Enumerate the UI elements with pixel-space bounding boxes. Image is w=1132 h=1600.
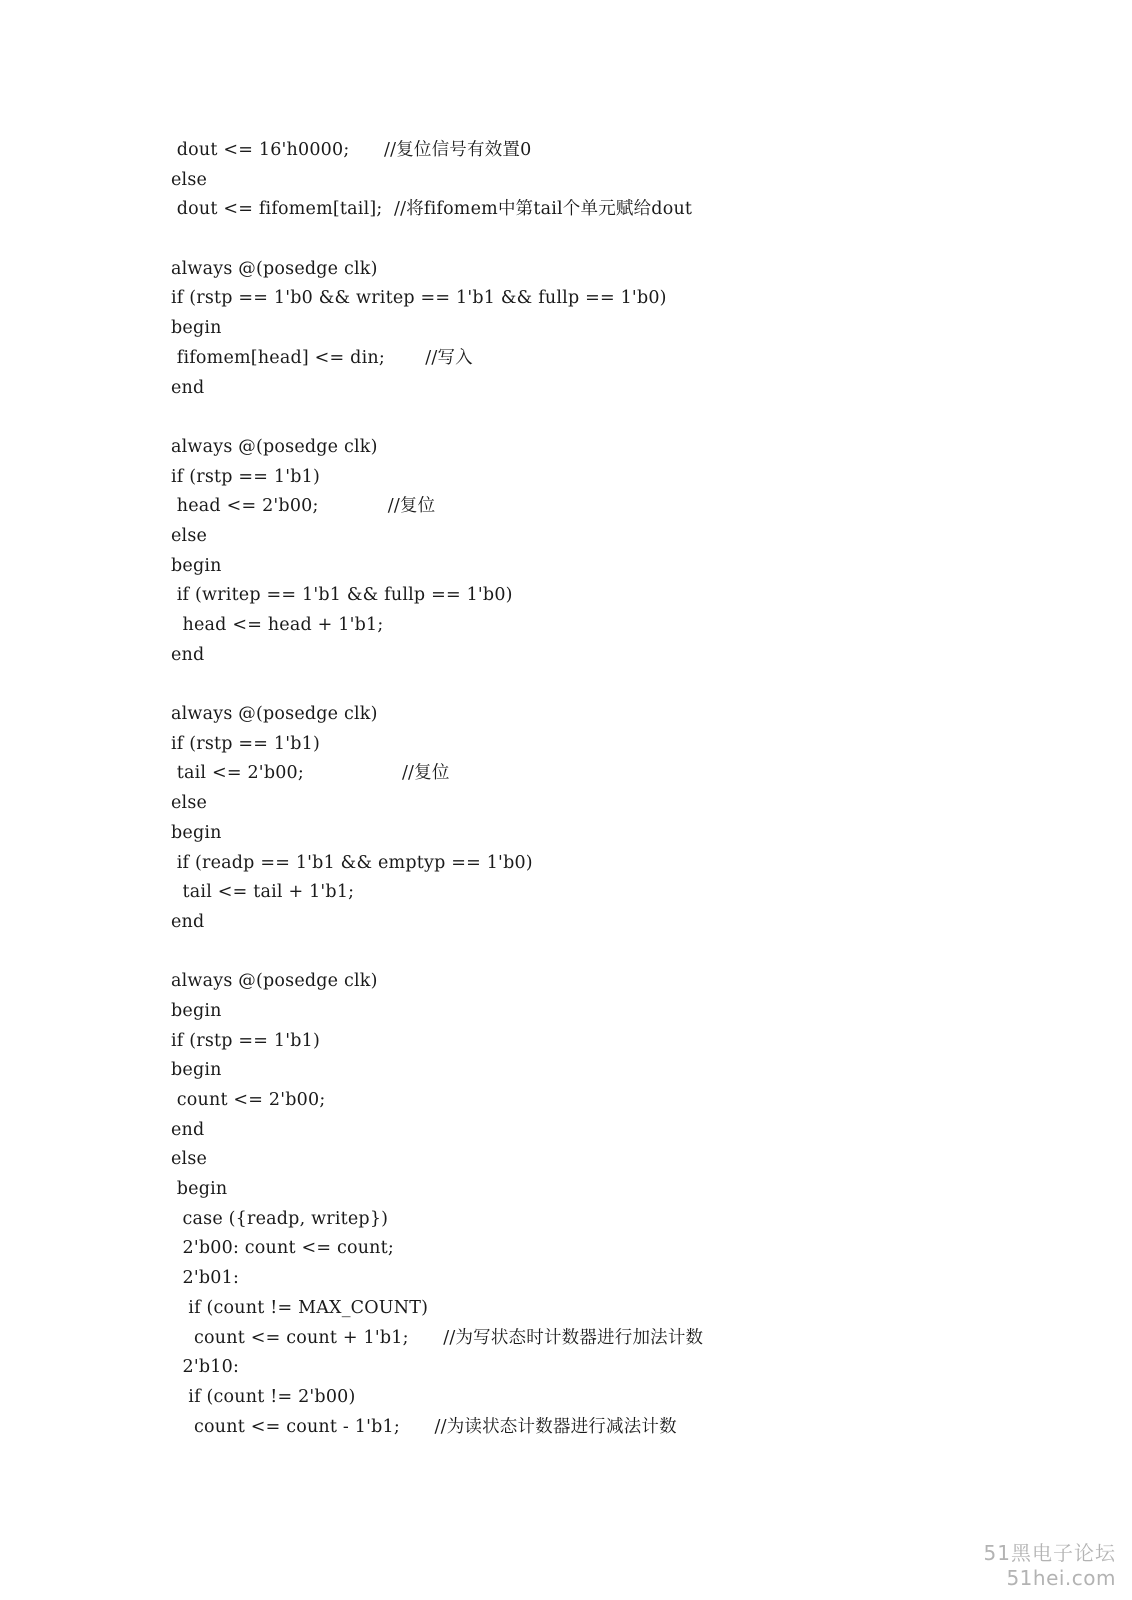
code-listing — [171, 136, 1071, 1442]
code-line: else — [171, 793, 208, 814]
code-line: count <= 2'b00; — [171, 1090, 326, 1110]
code-line: end — [171, 911, 205, 932]
watermark-name: 51黑电子论坛 — [983, 1541, 1116, 1565]
code-line: case ({readp, writep}) — [171, 1208, 389, 1229]
watermark-site: 51hei.com — [1006, 1566, 1116, 1590]
code-line: count <= count - 1'b1; //为读状态计数器进行减法计数 — [171, 1416, 677, 1437]
code-line: always @(posedge clk) — [171, 971, 378, 992]
code-line: if (writep == 1'b1 && fullp == 1'b0) — [171, 585, 513, 606]
code-line — [171, 403, 1071, 433]
code-line: tail <= tail + 1'b1; — [171, 882, 355, 903]
code-line: dout <= 16'h0000; //复位信号有效置0 — [171, 140, 532, 160]
code-line: begin — [171, 822, 222, 843]
code-line: always @(posedge clk) — [171, 258, 378, 279]
code-line: else — [171, 525, 208, 546]
code-line: always @(posedge clk) — [171, 704, 378, 725]
code-line: if (readp == 1'b1 && emptyp == 1'b0) — [171, 852, 533, 873]
code-line: fifomem[head] <= din; //写入 — [171, 347, 473, 368]
code-line: count <= count + 1'b1; //为写状态时计数器进行加法计数 — [171, 1327, 704, 1348]
code-line: end — [171, 1119, 205, 1140]
code-line: begin — [171, 318, 222, 339]
code-line: if (rstp == 1'b1) — [171, 466, 321, 487]
code-line: begin — [171, 1060, 222, 1081]
code-line — [171, 938, 1071, 968]
code-line: if (count != MAX_COUNT) — [171, 1297, 429, 1318]
code-line: 2'b10: — [171, 1357, 240, 1378]
code-line: if (count != 2'b00) — [171, 1386, 356, 1407]
code-line: head <= head + 1'b1; — [171, 615, 384, 635]
code-line: 2'b01: — [171, 1268, 240, 1289]
code-line: always @(posedge clk) — [171, 436, 378, 457]
code-line: if (rstp == 1'b1) — [171, 733, 321, 754]
code-line: end — [171, 644, 205, 665]
code-line: begin — [171, 1179, 228, 1200]
code-line: 2'b00: count <= count; — [171, 1238, 394, 1259]
code-line: if (rstp == 1'b1) — [171, 1030, 321, 1051]
code-line — [171, 225, 1071, 255]
code-line: else — [171, 1149, 208, 1170]
code-line: else — [171, 169, 208, 190]
code-line — [171, 670, 1071, 700]
site-watermark — [984, 1540, 1116, 1590]
code-line: tail <= 2'b00; //复位 — [171, 763, 450, 784]
code-line: begin — [171, 555, 222, 576]
code-line: dout <= fifomem[tail]; //将fifomem中第tail个单元赋给dout — [171, 199, 693, 220]
code-line: head <= 2'b00; //复位 — [171, 496, 436, 517]
code-line: if (rstp == 1'b0 && writep == 1'b1 && fullp == 1'b0) — [171, 288, 667, 309]
code-line: end — [171, 377, 205, 398]
code-line: begin — [171, 1000, 222, 1021]
